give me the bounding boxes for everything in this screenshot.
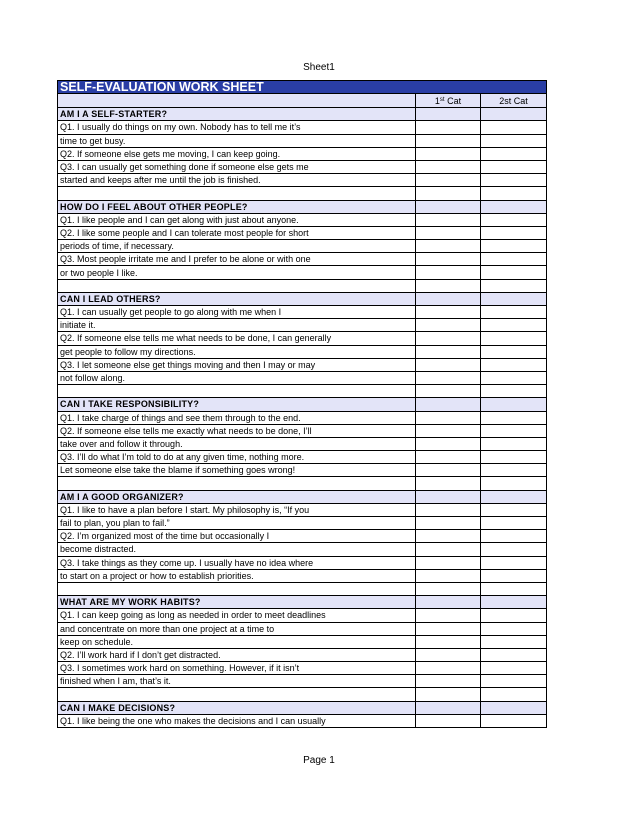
first-cat-cell[interactable] [416,266,481,279]
first-cat-cell[interactable] [416,556,481,569]
first-cat-cell[interactable] [416,134,481,147]
first-cat-cell[interactable] [416,503,481,516]
question-line-text: Q1. I like people and I can get along with just about anyone. [58,213,416,226]
first-cat-cell[interactable] [416,279,481,292]
question-line-text: Q1. I can keep going as long as needed in order to meet deadlines [58,609,416,622]
section-heading [58,490,547,503]
second-cat-cell[interactable] [481,464,547,477]
question-line [58,147,547,160]
second-cat-cell[interactable] [481,108,547,121]
second-cat-cell[interactable] [481,306,547,319]
question-line-text: Q2. I like some people and I can tolerate most people for short [58,226,416,239]
first-cat-cell[interactable] [416,424,481,437]
question-line-text: Q3. I sometimes work hard on something. However, if it isn’t [58,662,416,675]
blank-row [58,477,547,490]
second-cat-cell[interactable] [481,213,547,226]
question-line-text: take over and follow it through. [58,437,416,450]
column-header-2st-cat: 2st Cat [481,94,547,108]
first-cat-cell[interactable] [416,569,481,582]
question-line [58,160,547,173]
first-cat-cell[interactable] [416,530,481,543]
question-line [58,714,547,727]
question-line [58,226,547,239]
first-cat-cell[interactable] [416,371,481,384]
section-heading [58,108,547,121]
question-line [58,121,547,134]
question-line-text: and concentrate on more than one project at a time to [58,622,416,635]
second-cat-cell[interactable] [481,134,547,147]
section-heading-text: AM I A SELF-STARTER? [58,108,416,121]
blank-row-text [58,582,416,595]
first-cat-cell[interactable] [416,477,481,490]
second-cat-cell[interactable] [481,424,547,437]
second-cat-cell[interactable] [481,437,547,450]
question-line-text: become distracted. [58,543,416,556]
question-line [58,543,547,556]
question-line-text: time to get busy. [58,134,416,147]
first-cat-cell[interactable] [416,464,481,477]
second-cat-cell[interactable] [481,200,547,213]
question-line-text: or two people I like. [58,266,416,279]
second-cat-cell[interactable] [481,411,547,424]
second-cat-cell[interactable] [481,266,547,279]
column-header-1st-cat [416,94,481,108]
section-heading [58,200,547,213]
first-cat-cell[interactable] [416,411,481,424]
blank-row [58,688,547,701]
section-heading-text: AM I A GOOD ORGANIZER? [58,490,416,503]
first-cat-cell[interactable] [416,490,481,503]
second-cat-cell[interactable] [481,226,547,239]
question-line-text: initiate it. [58,319,416,332]
second-cat-cell[interactable] [481,451,547,464]
question-line [58,266,547,279]
second-cat-cell[interactable] [481,596,547,609]
question-line [58,635,547,648]
question-line-text: Q1. I like to have a plan before I start. My philosophy is, “If you [58,503,416,516]
first-cat-cell[interactable] [416,437,481,450]
second-cat-cell[interactable] [481,477,547,490]
col1-superscript: st [439,97,445,104]
worksheet-title: SELF-EVALUATION WORK SHEET [58,81,416,94]
second-cat-cell[interactable] [481,543,547,556]
question-line [58,622,547,635]
question-line-text: Q1. I like being the one who makes the decisions and I can usually [58,714,416,727]
first-cat-cell[interactable] [416,332,481,345]
first-cat-cell[interactable] [416,714,481,727]
second-cat-cell[interactable] [481,240,547,253]
question-line [58,411,547,424]
question-line-text: Q3. I’ll do what I’m told to do at any given time, nothing more. [58,451,416,464]
section-heading-text: HOW DO I FEEL ABOUT OTHER PEOPLE? [58,200,416,213]
first-cat-cell[interactable] [416,517,481,530]
page-footer: Page 1 [303,755,335,766]
question-line [58,174,547,187]
question-line [58,569,547,582]
question-line-text: Q2. I’m organized most of the time but occasionally I [58,530,416,543]
page-header: Sheet1 [303,62,335,73]
question-line [58,503,547,516]
second-cat-cell[interactable] [481,279,547,292]
question-line [58,437,547,450]
first-cat-cell[interactable] [416,358,481,371]
second-cat-cell[interactable] [481,569,547,582]
question-line-text: Q2. I’ll work hard if I don’t get distracted. [58,648,416,661]
section-heading-text: CAN I LEAD OTHERS? [58,292,416,305]
question-line-text: fail to plan, you plan to fail.” [58,517,416,530]
question-line [58,134,547,147]
first-cat-cell[interactable] [416,622,481,635]
first-cat-cell[interactable] [416,121,481,134]
second-cat-cell[interactable] [481,490,547,503]
question-line [58,358,547,371]
question-line-text: Q3. Most people irritate me and I prefer to be alone or with one [58,253,416,266]
question-line-text: Q3. I can usually get something done if someone else gets me [58,160,416,173]
first-cat-cell[interactable] [416,213,481,226]
question-line [58,648,547,661]
blank-row-text [58,385,416,398]
second-cat-cell[interactable] [481,556,547,569]
question-line [58,451,547,464]
first-cat-cell[interactable] [416,398,481,411]
second-cat-cell[interactable] [481,675,547,688]
second-cat-cell[interactable] [481,371,547,384]
second-cat-cell[interactable] [481,187,547,200]
second-cat-cell[interactable] [481,160,547,173]
question-line-text: periods of time, if necessary. [58,240,416,253]
second-cat-cell[interactable] [481,358,547,371]
question-line [58,517,547,530]
first-cat-cell[interactable] [416,385,481,398]
title-fill-cell [416,81,481,94]
first-cat-cell[interactable] [416,662,481,675]
first-cat-cell[interactable] [416,240,481,253]
first-cat-cell[interactable] [416,160,481,173]
first-cat-cell[interactable] [416,108,481,121]
question-line-text: get people to follow my directions. [58,345,416,358]
section-heading-text: CAN I MAKE DECISIONS? [58,701,416,714]
first-cat-cell[interactable] [416,319,481,332]
section-heading-text: WHAT ARE MY WORK HABITS? [58,596,416,609]
question-line-text: Q2. If someone else tells me what needs to be done, I can generally [58,332,416,345]
question-line-text: not follow along. [58,371,416,384]
second-cat-cell[interactable] [481,332,547,345]
second-cat-cell[interactable] [481,147,547,160]
first-cat-cell[interactable] [416,226,481,239]
column-header-row [58,94,547,108]
question-line [58,662,547,675]
question-line [58,345,547,358]
second-cat-cell[interactable] [481,701,547,714]
question-line-text: Q1. I can usually get people to go along with me when I [58,306,416,319]
section-heading [58,398,547,411]
question-line-text: finished when I am, that’s it. [58,675,416,688]
first-cat-cell[interactable] [416,306,481,319]
first-cat-cell[interactable] [416,688,481,701]
question-line-text: Q1. I usually do things on my own. Nobody has to tell me it’s [58,121,416,134]
second-cat-cell[interactable] [481,174,547,187]
blank-row [58,187,547,200]
second-cat-cell[interactable] [481,609,547,622]
question-line [58,319,547,332]
column-header-blank [58,94,416,108]
question-line-text: Q3. I take things as they come up. I usually have no idea where [58,556,416,569]
second-cat-cell[interactable] [481,253,547,266]
second-cat-cell[interactable] [481,345,547,358]
section-heading [58,292,547,305]
question-line-text: Let someone else take the blame if something goes wrong! [58,464,416,477]
first-cat-cell[interactable] [416,200,481,213]
second-cat-cell[interactable] [481,503,547,516]
first-cat-cell[interactable] [416,675,481,688]
blank-row [58,385,547,398]
second-cat-cell[interactable] [481,662,547,675]
question-line [58,332,547,345]
first-cat-cell[interactable] [416,543,481,556]
section-heading-text: CAN I TAKE RESPONSIBILITY? [58,398,416,411]
second-cat-cell[interactable] [481,688,547,701]
second-cat-cell[interactable] [481,385,547,398]
blank-row-text [58,477,416,490]
second-cat-cell[interactable] [481,530,547,543]
second-cat-cell[interactable] [481,622,547,635]
question-line-text: Q2. If someone else tells me exactly what needs to be done, I’ll [58,424,416,437]
question-line [58,253,547,266]
first-cat-cell[interactable] [416,582,481,595]
question-line-text: keep on schedule. [58,635,416,648]
first-cat-cell[interactable] [416,345,481,358]
title-fill-cell [481,81,547,94]
col1-number: 1 [434,96,440,107]
question-line [58,556,547,569]
blank-row [58,582,547,595]
first-cat-cell[interactable] [416,648,481,661]
second-cat-cell[interactable] [481,714,547,727]
first-cat-cell[interactable] [416,609,481,622]
second-cat-cell[interactable] [481,398,547,411]
first-cat-cell[interactable] [416,596,481,609]
question-line [58,213,547,226]
question-line [58,424,547,437]
section-heading [58,701,547,714]
first-cat-cell[interactable] [416,701,481,714]
first-cat-cell[interactable] [416,187,481,200]
question-line [58,609,547,622]
second-cat-cell[interactable] [481,635,547,648]
blank-row-text [58,187,416,200]
second-cat-cell[interactable] [481,121,547,134]
first-cat-cell[interactable] [416,292,481,305]
question-line [58,371,547,384]
first-cat-cell[interactable] [416,635,481,648]
question-line [58,240,547,253]
first-cat-cell[interactable] [416,174,481,187]
question-line [58,675,547,688]
first-cat-cell[interactable] [416,253,481,266]
section-heading [58,596,547,609]
first-cat-cell[interactable] [416,451,481,464]
second-cat-cell[interactable] [481,517,547,530]
question-line-text: to start on a project or how to establish priorities. [58,569,416,582]
blank-row [58,279,547,292]
question-line [58,464,547,477]
second-cat-cell[interactable] [481,292,547,305]
question-line-text: Q3. I let someone else get things moving and then I may or may [58,358,416,371]
question-line-text: started and keeps after me until the job is finished. [58,174,416,187]
blank-row-text [58,688,416,701]
worksheet-table [57,80,547,728]
col1-rest: Cat [444,96,462,107]
blank-row-text [58,279,416,292]
second-cat-cell[interactable] [481,319,547,332]
question-line [58,530,547,543]
title-row [58,81,547,94]
second-cat-cell[interactable] [481,582,547,595]
question-line [58,306,547,319]
question-line-text: Q1. I take charge of things and see them through to the end. [58,411,416,424]
question-line-text: Q2. If someone else gets me moving, I can keep going. [58,147,416,160]
first-cat-cell[interactable] [416,147,481,160]
second-cat-cell[interactable] [481,648,547,661]
